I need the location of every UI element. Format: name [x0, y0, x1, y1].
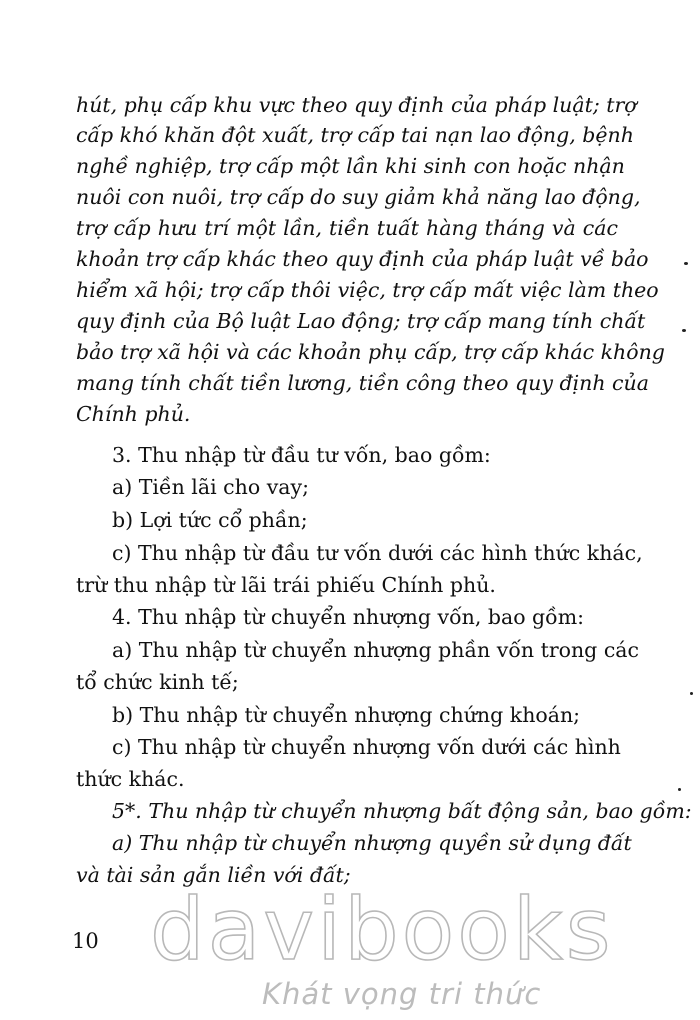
- text-line: mang tính chất tiền lương, tiền công theo quy định của: [76, 371, 649, 395]
- text-line: quy định của Bộ luật Lao động; trợ cấp mang tính chất: [76, 309, 646, 333]
- list-item: a) Thu nhập từ chuyển nhượng quyền sử dụng đất: [112, 831, 632, 855]
- list-item: c) Thu nhập từ chuyển nhượng vốn dưới các hình: [112, 735, 621, 759]
- text-line: hiểm xã hội; trợ cấp thôi việc, trợ cấp mất việc làm theo: [76, 278, 659, 302]
- text-line: hút, phụ cấp khu vực theo quy định của pháp luật; trợ: [76, 93, 637, 117]
- section-heading-5: 5*. Thu nhập từ chuyển nhượng bất động sản, bao gồm:: [112, 799, 692, 823]
- page-number: 10: [72, 929, 99, 953]
- text-line: trừ thu nhập từ lãi trái phiếu Chính phủ.: [76, 573, 496, 597]
- scan-speck: [678, 788, 681, 791]
- text-line: khoản trợ cấp khác theo quy định của pháp luật về bảo: [76, 247, 649, 271]
- text-line: trợ cấp hưu trí một lần, tiền tuất hàng tháng và các: [76, 216, 618, 240]
- text-line: Chính phủ.: [76, 402, 191, 426]
- text-line: nghề nghiệp, trợ cấp một lần khi sinh con hoặc nhận: [76, 154, 625, 178]
- list-item: a) Thu nhập từ chuyển nhượng phần vốn trong các: [112, 638, 640, 662]
- scan-speck: [684, 262, 688, 265]
- text-line: thức khác.: [76, 767, 185, 791]
- text-line: cấp khó khăn đột xuất, trợ cấp tai nạn lao động, bệnh: [76, 123, 634, 147]
- scan-speck: [690, 692, 693, 695]
- list-item: b) Lợi tức cổ phần;: [112, 508, 308, 532]
- text-line: tổ chức kinh tế;: [76, 670, 239, 694]
- section-heading-3: 3. Thu nhập từ đầu tư vốn, bao gồm:: [112, 443, 491, 467]
- section-heading-4: 4. Thu nhập từ chuyển nhượng vốn, bao gồm:: [112, 605, 585, 629]
- list-item: b) Thu nhập từ chuyển nhượng chứng khoán;: [112, 703, 581, 727]
- text-line: và tài sản gắn liền với đất;: [76, 863, 351, 887]
- watermark-brand: davibooks: [150, 880, 614, 980]
- list-item: a) Tiền lãi cho vay;: [112, 475, 309, 499]
- text-line: bảo trợ xã hội và các khoản phụ cấp, trợ cấp khác không: [76, 340, 665, 364]
- scan-speck: [682, 329, 686, 332]
- text-line: nuôi con nuôi, trợ cấp do suy giảm khả năng lao động,: [76, 185, 641, 209]
- list-item: c) Thu nhập từ đầu tư vốn dưới các hình thức khác,: [112, 541, 643, 565]
- watermark-tagline: Khát vọng tri thức: [262, 977, 542, 1011]
